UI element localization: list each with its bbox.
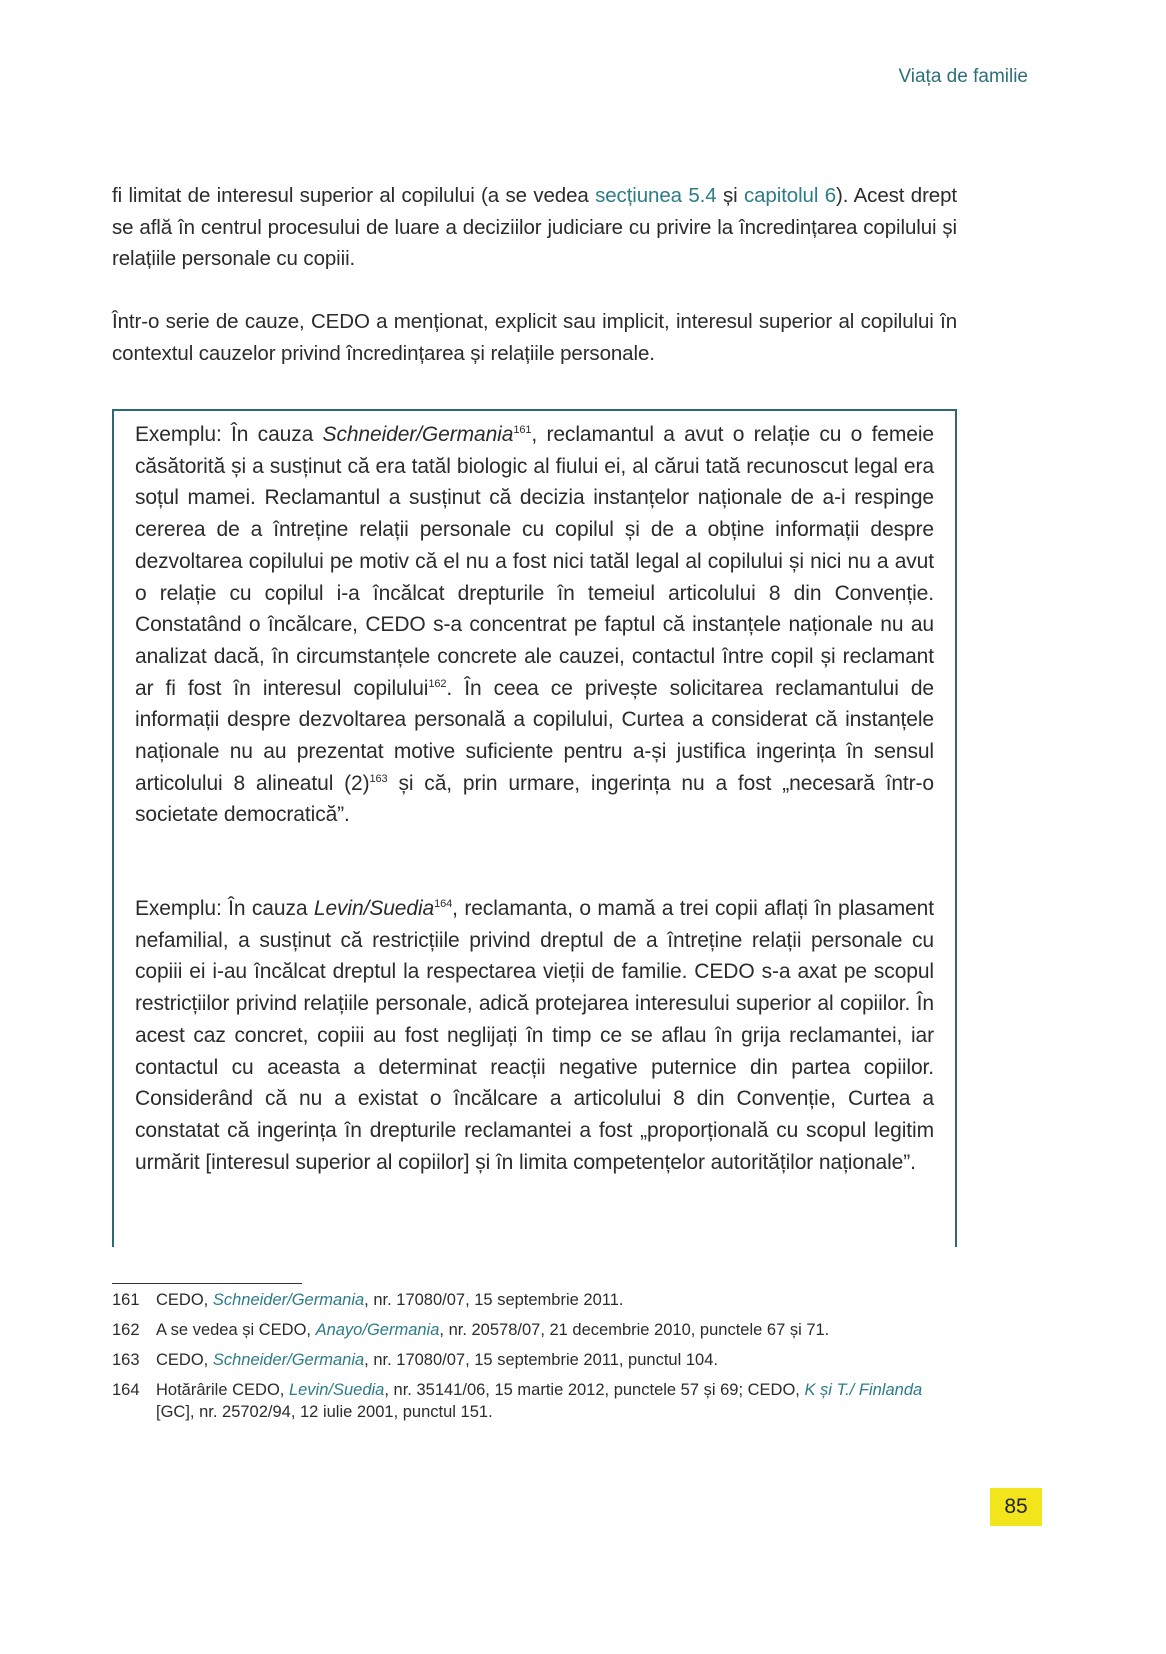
case-name: Anayo/Germania <box>315 1321 440 1339</box>
text-run: CEDO, <box>156 1351 213 1369</box>
page-number: 85 <box>990 1488 1042 1526</box>
case-name: Levin/Suedia <box>313 897 435 920</box>
text-run: , nr. 17080/07, 15 septembrie 2011, punctul 104. <box>364 1351 718 1369</box>
footnote-text <box>156 1379 932 1423</box>
cross-reference-link[interactable]: secțiunea 5.4 <box>595 184 717 207</box>
case-name: Schneider/Germania <box>322 423 514 446</box>
text-run: , nr. 20578/07, 21 decembrie 2010, punctele 67 și 71. <box>439 1321 830 1339</box>
body-paragraph <box>112 180 957 275</box>
example-paragraph <box>135 419 934 831</box>
footnote-number: 164 <box>112 1381 140 1399</box>
text-run: [GC], nr. 25702/94, 12 iulie 2001, punctul 151. <box>156 1403 493 1421</box>
footnote-text <box>156 1349 932 1371</box>
footnote <box>112 1379 932 1423</box>
case-name: Schneider/Germania <box>212 1291 365 1309</box>
text-run: ). Acest drept se află în centrul procesului de luare a deciziilor judiciare cu privire la încredințarea copilului și relațiile personale cu copiii. <box>112 184 957 271</box>
text-run: , reclamantul a avut o relație cu o femeie căsătorită și a susținut că era tatăl biologic al fiului ei, al cărui tată recunoscut legal era soțul mamei. Reclamantul a susținut că decizia instanțelor naționale de a-i respinge cererea de a întreține relații personale cu copilul și de a obține informații despre dezvoltarea copilului pe motiv că el nu a fost nici tatăl legal al copilului și nici nu a avut o relație cu copilul i-a încălcat drepturile în temeiul articolului 8 din Convenție. Constatând o încălcare, CEDO s-a concentrat pe faptul că instanțele naționale nu au analizat dacă, în circumstanțele concrete ale cauzei, contactul între copil și reclamant ar fi fost în interesul copilului <box>135 423 935 700</box>
footnote-text <box>156 1319 932 1341</box>
text-run: A se vedea și CEDO, <box>156 1321 316 1339</box>
footnote-reference[interactable]: 163 <box>369 772 388 785</box>
footnote-divider <box>112 1283 302 1284</box>
footnote-reference[interactable]: 161 <box>513 424 532 436</box>
text-run: și <box>716 184 744 207</box>
cross-reference-link[interactable]: capitolul 6 <box>743 184 836 207</box>
text-run: fi limitat de interesul superior al copilului (a se vedea <box>112 184 596 207</box>
case-name: Levin/Suedia <box>288 1381 385 1399</box>
footnote-number: 162 <box>112 1321 140 1339</box>
text-run: . În ceea ce privește solicitarea reclamantului de informații despre dezvoltarea personală a copilului, Curtea a considerat că instanțele naționale nu au prezentat motive suficiente pentru a-și justifica ingerința în sensul articolului 8 alineatul (2) <box>135 676 934 795</box>
text-run: , nr. 17080/07, 15 septembrie 2011. <box>364 1291 624 1309</box>
footnote <box>112 1319 932 1341</box>
footnote-reference[interactable]: 162 <box>428 677 447 690</box>
footnote <box>112 1349 932 1371</box>
footnote-number: 161 <box>112 1291 140 1309</box>
text-run: Hotărârile CEDO, <box>156 1381 289 1399</box>
example-box <box>112 409 957 1247</box>
case-name: Schneider/Germania <box>212 1351 365 1369</box>
text-run: CEDO, <box>156 1291 213 1309</box>
text-run: , nr. 35141/06, 15 martie 2012, punctele 57 și 69; CEDO, <box>384 1381 805 1399</box>
running-header: Viața de familie <box>898 66 1028 87</box>
body-paragraph <box>112 306 957 369</box>
footnote-number: 163 <box>112 1351 140 1369</box>
text-run: Exemplu: În cauza <box>135 897 314 920</box>
case-name: K și T./ Finlanda <box>804 1381 923 1399</box>
footnote-text <box>156 1289 932 1311</box>
text-run: Exemplu: În cauza <box>135 423 323 446</box>
footnote <box>112 1289 932 1311</box>
footnote-reference[interactable]: 164 <box>434 898 453 910</box>
example-paragraph <box>135 893 934 1178</box>
text-run: Într-o serie de cauze, CEDO a menționat, explicit sau implicit, interesul superior al copilului în contextul cauzelor privind încredințarea și relațiile personale. <box>112 310 957 365</box>
text-run: și că, prin urmare, ingerința nu a fost „necesară într-o societate democratică”. <box>135 771 935 827</box>
text-run: , reclamanta, o mamă a trei copii aflați în plasament nefamilial, a susținut că restricțiile privind dreptul de a întreține relații personale cu copiii ei i-au încălcat dreptul la respectarea vieții de familie. CEDO s-a axat pe scopul restricțiilor privind relațiile personale, adică protejarea interesului superior al copiilor. În acest caz concret, copiii au fost neglijați în timp ce se aflau în grija reclamantei, iar contactul cu aceasta a determinat reacții negative puternice din partea copiilor. Considerând că nu a existat o încălcare a articolului 8 din Convenție, Curtea a constatat că ingerința în drepturile reclamantei a fost „proporțională cu scopul legitim urmărit [interesul superior al copiilor] și în limita competențelor autorităților naționale”. <box>135 897 934 1174</box>
